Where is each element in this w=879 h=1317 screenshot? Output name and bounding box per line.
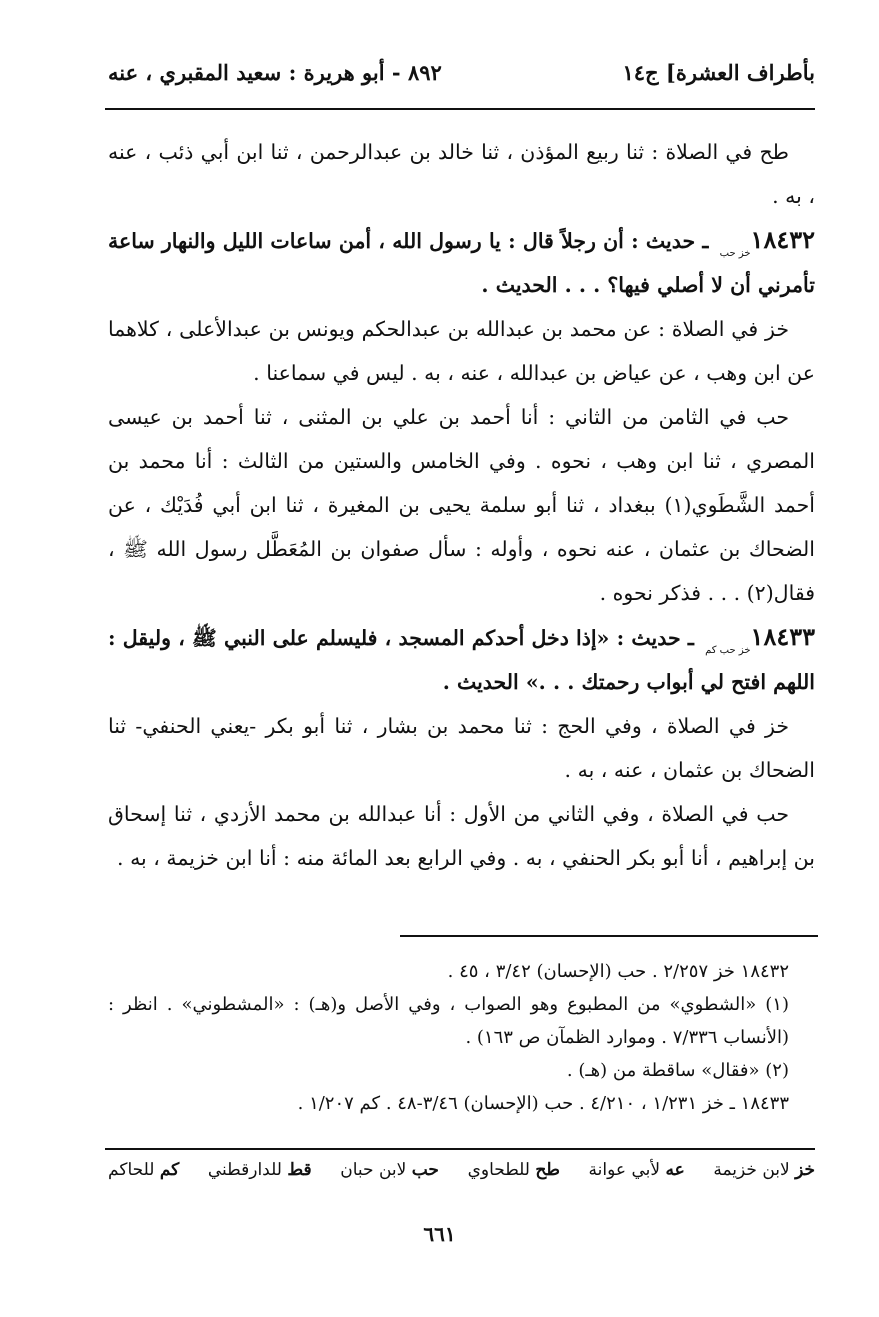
- footnote-ref-18433: ١٨٤٣٣ ـ خز ١/٢٣١ ، ٤/٢١٠ . حب (الإحسان) ٣/٤٦-٤٨ . كم ١/٢٠٧ .: [297, 1093, 789, 1114]
- paragraph-khuz-2: خز في الصلاة ، وفي الحج : ثنا محمد بن بشار ، ثنا أبو بكر -يعني الحنفي- ثنا الضحاك بن عثمان ، عنه ، به .: [108, 714, 815, 782]
- abbreviation-item: كم للحاكم: [108, 1160, 180, 1180]
- hadith-text: ـ حديث : أن رجلاً قال : يا رسول الله ، أمن ساعات الليل والنهار ساعة تأمرني أن لا أصلي فيها؟ . . . الحديث .: [108, 229, 815, 297]
- main-text: [108, 130, 815, 880]
- paragraph-hib-2: حب في الصلاة ، وفي الثاني من الأول : أنا عبدالله بن محمد الأزدي ، ثنا إسحاق بن إبراهيم ، أنا أبو بكر الحنفي ، به . وفي الرابع بعد المائة منه : أنا ابن خزيمة ، به .: [108, 802, 815, 870]
- source-tags: خز حب: [719, 248, 751, 259]
- footnote-2: (٢) «فقال» ساقطة من (هـ) .: [566, 1060, 789, 1081]
- paragraph-tah: طح في الصلاة : ثنا ربيع المؤذن ، ثنا خالد بن عبدالرحمن ، ثنا ابن أبي ذئب ، عنه ، به .: [108, 140, 815, 208]
- abbreviation-item: خز لابن خزيمة: [713, 1160, 815, 1180]
- hadith-18432: [108, 218, 815, 307]
- hadith-number: ١٨٤٣٣: [750, 622, 815, 651]
- header-rule: [105, 108, 815, 110]
- abbreviations-rule: [105, 1148, 815, 1150]
- footnote-ref-18432: ١٨٤٣٢ خز ٢/٢٥٧ . حب (الإحسان) ٣/٤٢ ، ٤٥ .: [447, 961, 789, 982]
- page-number: ٦٦١: [423, 1222, 456, 1246]
- source-tags: خز حب كم: [705, 645, 751, 656]
- hadith-text: ـ حديث : «إذا دخل أحدكم المسجد ، فليسلم على النبي ﷺ ، وليقل : اللهم افتح لي أبواب رحمتك . . .» الحديث .: [108, 626, 815, 694]
- hadith-18433: [108, 615, 815, 704]
- footnote-1: (١) «الشطوي» من المطبوع وهو الصواب ، وفي الأصل و(هـ) : «المشطوني» . انظر : (الأنساب ٧/٣٣٦ . وموارد الظمآن ص ١٦٣) .: [108, 994, 789, 1048]
- running-header: [108, 60, 815, 100]
- footnotes: [108, 955, 815, 1120]
- abbreviations-key: [108, 1160, 815, 1180]
- paragraph-hib: حب في الثامن من الثاني : أنا أحمد بن علي بن المثنى ، ثنا أحمد بن عيسى المصري ، ثنا ابن وهب ، نحوه . وفي الخامس والستين من الثالث : أنا محمد بن أحمد الشَّطَوي(١) ببغداد ، ثنا أبو سلمة يحيى بن المغيرة ، ثنا ابن أبي فُدَيْك ، عن الضحاك بن عثمان ، عنه نحوه ، وأوله : سأل صفوان بن المُعَطَّل رسول الله ﷺ ، فقال(٢) . . . فذكر نحوه .: [108, 405, 815, 605]
- header-book-title: بأطراف العشرة] ج١٤: [622, 60, 815, 85]
- abbreviation-item: عه لأبي عوانة: [588, 1160, 685, 1180]
- hadith-number: ١٨٤٣٢: [750, 225, 815, 254]
- footnote-rule: [400, 935, 818, 937]
- paragraph-khuz: خز في الصلاة : عن محمد بن عبدالله بن عبدالحكم ويونس بن عبدالأعلى ، كلاهما عن ابن وهب ، عن عياض بن عبدالله ، عنه ، به . ليس في سماعنا .: [108, 317, 815, 385]
- abbreviation-item: حب لابن حبان: [340, 1160, 439, 1180]
- abbreviation-item: طح للطحاوي: [467, 1160, 560, 1180]
- header-chapter: ٨٩٢ - أبو هريرة : سعيد المقبري ، عنه: [108, 60, 442, 85]
- abbreviation-item: قط للدارقطني: [207, 1160, 312, 1180]
